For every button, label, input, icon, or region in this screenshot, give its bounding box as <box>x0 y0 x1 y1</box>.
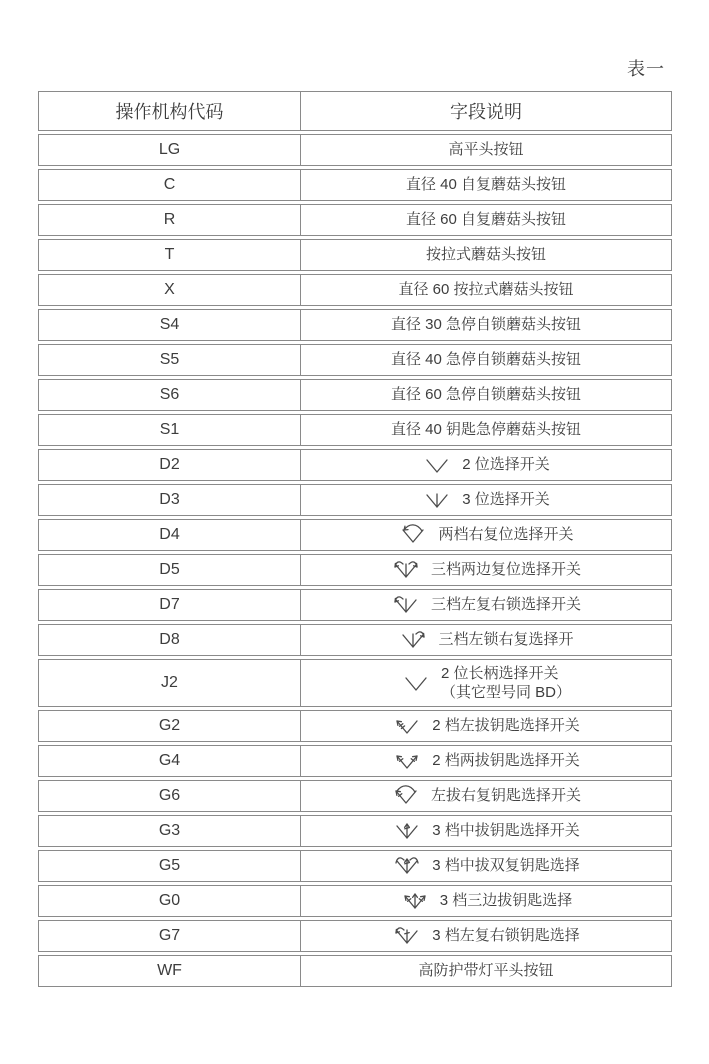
table-row <box>38 344 672 376</box>
description-text: 三档两边复位选择开关 <box>430 561 581 579</box>
operator-code-cell: G2 <box>158 717 181 734</box>
description-text: 直径 60 急停自锁蘑菇头按钮 <box>390 386 582 404</box>
selector-2pos-reset-right-icon <box>398 524 428 546</box>
field-description-cell <box>300 275 671 305</box>
description-text: 3 档三边拔钥匙选择 <box>439 892 573 910</box>
field-description-cell <box>300 555 671 585</box>
table-header-row <box>38 91 672 131</box>
operator-code-cell: D7 <box>159 596 180 613</box>
field-description-cell <box>300 450 671 480</box>
table-row <box>38 134 672 166</box>
operator-code-table <box>38 91 672 990</box>
header-operator-code: 操作机构代码 <box>115 102 224 122</box>
table-row <box>38 710 672 742</box>
description-text: 高防护带灯平头按钮 <box>418 962 554 980</box>
field-description-cell <box>300 781 671 811</box>
operator-code-cell: D2 <box>159 456 180 473</box>
table-row <box>38 449 672 481</box>
table-row <box>38 519 672 551</box>
operator-code-cell: S1 <box>159 421 180 438</box>
table-row <box>38 484 672 516</box>
operator-code-cell: D3 <box>159 491 180 508</box>
table-row <box>38 659 672 707</box>
description-text: 三档左复右锁选择开关 <box>430 596 581 614</box>
selector-2pos-key-both-icon <box>392 750 422 772</box>
description-text: 3 档中拔钥匙选择开关 <box>432 822 580 840</box>
table-row <box>38 745 672 777</box>
field-description-cell <box>300 886 671 916</box>
table-row <box>38 204 672 236</box>
description-text: 三档左锁右复选择开 <box>438 631 574 649</box>
selector-3pos-key-reset-left-icon <box>392 925 422 947</box>
field-description-cell <box>300 625 671 655</box>
field-description-cell <box>300 205 671 235</box>
description-text: 3 位选择开关 <box>462 491 550 509</box>
field-description-cell <box>300 816 671 846</box>
description-text: 直径 40 钥匙急停蘑菇头按钮 <box>390 421 582 439</box>
operator-code-cell: D8 <box>159 631 180 648</box>
operator-code-cell: G0 <box>158 892 181 909</box>
selector-3pos-key-mid-reset-both-icon <box>392 855 422 877</box>
field-description-cell <box>300 590 671 620</box>
table-row <box>38 379 672 411</box>
table-row <box>38 920 672 952</box>
description-text: 按拉式蘑菇头按钮 <box>425 246 546 264</box>
table-row <box>38 624 672 656</box>
selector-2pos-icon <box>401 672 431 694</box>
selector-3pos-key-all-icon <box>400 890 430 912</box>
table-row <box>38 309 672 341</box>
table-row <box>38 589 672 621</box>
table-row <box>38 780 672 812</box>
selector-2pos-icon <box>422 454 452 476</box>
table-row <box>38 850 672 882</box>
selector-key-left-reset-right-icon <box>391 785 421 807</box>
operator-code-cell: S6 <box>159 386 180 403</box>
table-row <box>38 414 672 446</box>
header-field-description: 字段说明 <box>300 92 671 130</box>
table-row <box>38 885 672 917</box>
selector-3pos-icon <box>422 489 452 511</box>
table-row <box>38 815 672 847</box>
description-text: 直径 60 自复蘑菇头按钮 <box>405 211 567 229</box>
table-row <box>38 955 672 987</box>
operator-code-cell: C <box>163 176 176 193</box>
field-description-cell <box>300 520 671 550</box>
selector-3pos-reset-right-icon <box>398 629 428 651</box>
table-row <box>38 239 672 271</box>
field-description-cell <box>300 170 671 200</box>
field-description-cell <box>300 660 671 706</box>
operator-code-cell: G7 <box>158 927 181 944</box>
operator-code-cell: G3 <box>158 822 181 839</box>
field-description-cell <box>300 135 671 165</box>
operator-code-cell: X <box>164 281 175 298</box>
selector-3pos-reset-both-icon <box>391 559 421 581</box>
field-description-cell <box>300 310 671 340</box>
table-caption: 表一 <box>627 59 665 79</box>
description-text: 2 档左拔钥匙选择开关 <box>432 717 580 735</box>
description-text: 左拔右复钥匙选择开关 <box>430 787 581 805</box>
table-row <box>38 169 672 201</box>
description-text: 两档右复位选择开关 <box>438 526 574 544</box>
field-description-cell <box>300 956 671 986</box>
selector-2pos-key-left-icon <box>392 715 422 737</box>
selector-3pos-key-mid-icon <box>392 820 422 842</box>
table-row <box>38 274 672 306</box>
operator-code-cell: S4 <box>159 316 180 333</box>
field-description-cell <box>300 380 671 410</box>
operator-code-cell: J2 <box>161 674 178 691</box>
description-text: 3 档左复右锁钥匙选择 <box>432 927 580 945</box>
operator-code-cell: R <box>163 211 176 228</box>
field-description-cell <box>300 711 671 741</box>
operator-code-cell: G5 <box>158 857 181 874</box>
description-text: 高平头按钮 <box>448 141 524 159</box>
table-row <box>38 554 672 586</box>
field-description-cell <box>300 746 671 776</box>
operator-code-cell: LG <box>158 141 181 158</box>
operator-code-cell: G4 <box>158 752 181 769</box>
description-text: 直径 40 急停自锁蘑菇头按钮 <box>390 351 582 369</box>
operator-code-cell: G6 <box>158 787 181 804</box>
field-description-cell <box>300 240 671 270</box>
operator-code-cell: S5 <box>159 351 180 368</box>
table-body <box>38 134 672 987</box>
field-description-cell <box>300 415 671 445</box>
description-text: 2 位长柄选择开关 （其它型号同 BD） <box>440 664 571 701</box>
field-description-cell <box>300 921 671 951</box>
operator-code-cell: D5 <box>159 561 180 578</box>
description-text: 直径 60 按拉式蘑菇头按钮 <box>398 281 574 299</box>
description-text: 直径 30 急停自锁蘑菇头按钮 <box>390 316 582 334</box>
operator-code-cell: T <box>164 246 175 263</box>
field-description-cell <box>300 345 671 375</box>
description-text: 2 档两拔钥匙选择开关 <box>432 752 580 770</box>
field-description-cell <box>300 485 671 515</box>
selector-3pos-reset-left-icon <box>391 594 421 616</box>
description-text: 直径 40 自复蘑菇头按钮 <box>405 176 567 194</box>
operator-code-cell: WF <box>157 962 182 979</box>
operator-code-cell: D4 <box>159 526 180 543</box>
description-text: 2 位选择开关 <box>462 456 550 474</box>
field-description-cell <box>300 851 671 881</box>
description-text: 3 档中拔双复钥匙选择 <box>432 857 580 875</box>
